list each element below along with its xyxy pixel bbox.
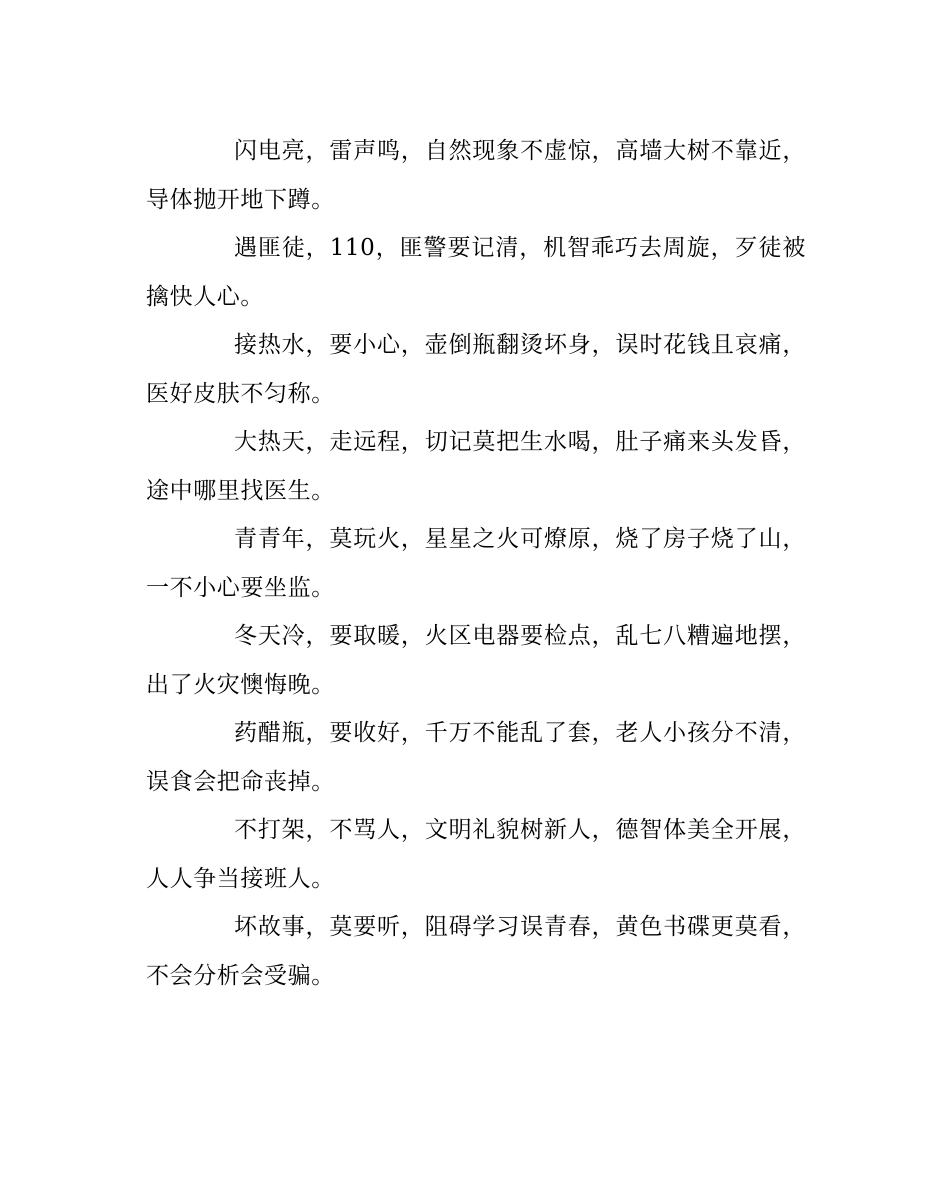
paragraph-lightning-safety: 闪电亮，雷声鸣，自然现象不虚惊，高墙大树不靠近，导体抛开地下蹲。 xyxy=(146,138,806,213)
paragraph-winter-heating-safety: 冬天冷，要取暖，火区电器要检点，乱七八糟遍地摆，出了火灾懊悔晚。 xyxy=(146,623,806,698)
document-body xyxy=(146,127,806,1000)
paragraph-hot-weather-safety: 大热天，走远程，切记莫把生水喝，肚子痛来头发昏，途中哪里找医生。 xyxy=(146,429,806,504)
paragraph-hot-water-safety: 接热水，要小心，壶倒瓶翻烫坏身，误时花钱且哀痛，医好皮肤不匀称。 xyxy=(146,332,806,407)
paragraph-bad-content: 坏故事，莫要听，阻碍学习误青春，黄色书碟更莫看，不会分析会受骗。 xyxy=(146,914,806,989)
paragraph-fire-play-safety: 青青年，莫玩火，星星之火可燎原，烧了房子烧了山，一不小心要坐监。 xyxy=(146,526,806,601)
paragraph-robber-safety: 遇匪徒，110，匪警要记清，机智乖巧去周旋，歹徒被擒快人心。 xyxy=(146,235,806,310)
paragraph-civility: 不打架，不骂人，文明礼貌树新人，德智体美全开展，人人争当接班人。 xyxy=(146,817,806,892)
paragraph-medicine-bottle-safety: 药醋瓶，要收好，千万不能乱了套，老人小孩分不清，误食会把命丧掉。 xyxy=(146,720,806,795)
